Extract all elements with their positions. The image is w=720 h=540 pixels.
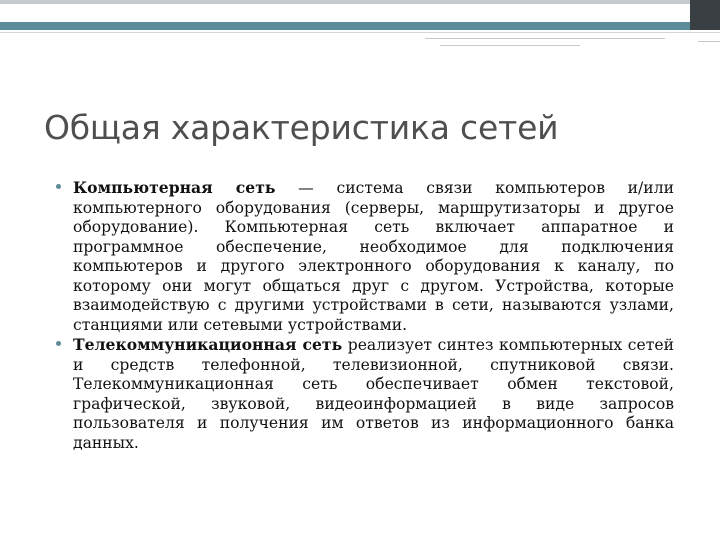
slide-title: Общая характеристика сетей xyxy=(44,108,559,147)
header-accent-bar xyxy=(0,22,690,30)
top-band xyxy=(0,0,720,4)
slide-body xyxy=(56,178,674,453)
header-dark-block xyxy=(690,0,720,30)
bullet-term: Компьютерная сеть xyxy=(73,178,276,197)
header-divider xyxy=(0,32,720,33)
bullet-item xyxy=(56,178,674,335)
bullet-text xyxy=(73,335,674,453)
bullet-text xyxy=(73,178,674,335)
bullet-dot-icon xyxy=(56,184,61,189)
decor-line xyxy=(425,38,665,39)
decor-line xyxy=(698,41,720,42)
bullet-description: реализует синтез компьютерных сетей и средств телефонной, телевизионной, спутниковой связи. Телекоммуникационная сеть обеспечивает обмен текстовой, графической, звуковой, видеоинформацией в виде запросов пользователя и получения им ответов из информационного банка данных. xyxy=(73,336,674,452)
bullet-description: — система связи компьютеров и/или компьютерного оборудования (серверы, маршрутизаторы и другое оборудование). Компьютерная сеть включает аппаратное и программное обеспечение, необходимое для подключения компьютеров и другого электронного оборудования к каналу, по которому они могут общаться друг с другом. Устройства, которые взаимодействую с другими устройствами в сети, называются узлами, станциями или сетевыми устройствами. xyxy=(73,179,675,334)
decor-line xyxy=(440,45,580,46)
bullet-term: Телекоммуникационная сеть xyxy=(73,335,343,354)
bullet-dot-icon xyxy=(56,341,61,346)
bullet-item xyxy=(56,335,674,453)
